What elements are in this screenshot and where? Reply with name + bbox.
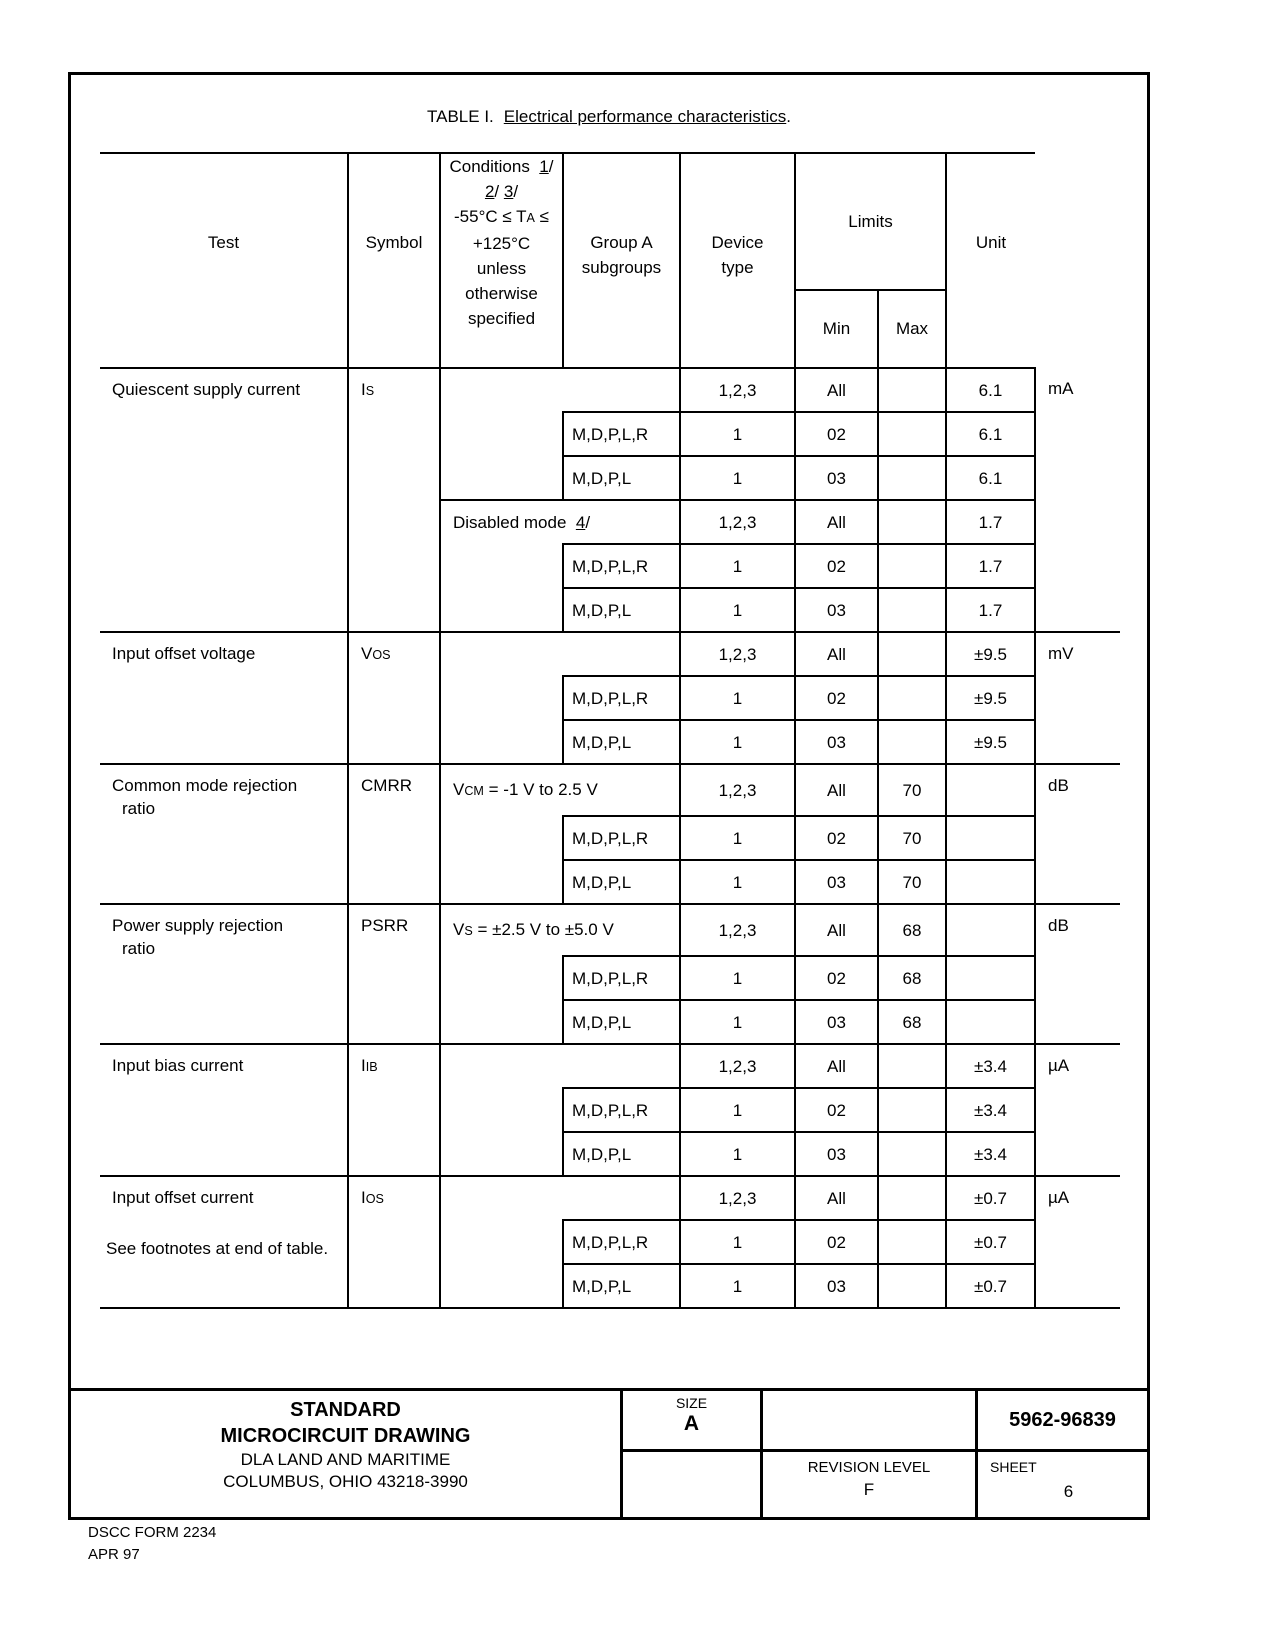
max-cell: ±3.4 <box>946 1044 1035 1088</box>
subgroup-cell: 1,2,3 <box>680 904 795 956</box>
table-row <box>100 632 1120 676</box>
device-type-cell: 03 <box>795 720 878 764</box>
subgroup-cell: 1,2,3 <box>680 1044 795 1088</box>
column-header-symbol: Symbol <box>348 153 440 368</box>
condition-cell <box>440 956 563 1000</box>
title-block <box>71 1388 1147 1517</box>
device-header-line: type <box>721 257 754 277</box>
unit-cell: µA <box>1035 1176 1120 1308</box>
condition-subcell: M,D,P,L <box>563 720 680 764</box>
column-header-unit: Unit <box>946 153 1035 368</box>
min-cell <box>878 632 946 676</box>
test-name-cell <box>100 904 348 1044</box>
min-cell <box>878 368 946 412</box>
conditions-header-line: -55°C ≤ TA ≤ +125°C <box>454 207 549 253</box>
max-cell: 6.1 <box>946 368 1035 412</box>
max-cell: 1.7 <box>946 588 1035 632</box>
form-date: APR 97 <box>88 1546 140 1563</box>
condition-subcell <box>563 632 680 676</box>
subgroup-cell: 1,2,3 <box>680 368 795 412</box>
condition-cell <box>440 720 563 764</box>
sheet-box <box>978 1452 1147 1517</box>
condition-cell: VS = ±2.5 V to ±5.0 V <box>453 920 614 939</box>
condition-subcell: M,D,P,L,R <box>563 816 680 860</box>
form-number: DSCC FORM 2234 <box>88 1524 217 1541</box>
condition-cell <box>440 1264 563 1308</box>
test-name-cell <box>100 632 348 764</box>
condition-cell <box>440 368 563 412</box>
condition-cell <box>440 1088 563 1132</box>
condition-cell <box>440 1132 563 1176</box>
organization-name: DLA LAND AND MARITIME <box>240 1450 451 1469</box>
subgroup-cell: 1 <box>680 816 795 860</box>
condition-subcell <box>563 1176 680 1220</box>
condition-cell <box>440 544 563 588</box>
min-cell: 70 <box>878 764 946 816</box>
test-name-line: Common mode rejection <box>112 776 298 795</box>
condition-subcell: M,D,P,L <box>563 1132 680 1176</box>
condition-subcell: M,D,P,L <box>563 860 680 904</box>
condition-subcell <box>563 368 680 412</box>
device-type-cell: 02 <box>795 816 878 860</box>
device-type-cell: All <box>795 764 878 816</box>
drawing-number: 5962-96839 <box>978 1391 1147 1452</box>
device-header-line: Device <box>711 232 764 252</box>
symbol-cell: PSRR <box>348 904 440 1044</box>
column-header-subgroups <box>563 153 680 368</box>
max-cell: ±0.7 <box>946 1264 1035 1308</box>
max-cell: ±9.5 <box>946 676 1035 720</box>
max-cell: ±3.4 <box>946 1088 1035 1132</box>
min-cell: 68 <box>878 956 946 1000</box>
condition-cell <box>440 1220 563 1264</box>
max-cell: ±3.4 <box>946 1132 1035 1176</box>
condition-subcell: M,D,P,L,R <box>563 544 680 588</box>
header-row-1 <box>100 153 1120 290</box>
condition-cell <box>440 456 563 500</box>
max-cell: 6.1 <box>946 412 1035 456</box>
electrical-characteristics-table <box>100 152 1120 1309</box>
condition-subcell: M,D,P,L,R <box>563 676 680 720</box>
size-value: A <box>683 1412 700 1435</box>
size-box <box>623 1391 760 1452</box>
table-row <box>100 1044 1120 1088</box>
device-type-cell: 02 <box>795 1088 878 1132</box>
test-name-line: Input bias current <box>112 1056 244 1075</box>
device-type-cell: All <box>795 368 878 412</box>
subgroup-cell: 1 <box>680 1088 795 1132</box>
max-cell: ±0.7 <box>946 1176 1035 1220</box>
form-identifier <box>88 1522 216 1566</box>
test-name-cell <box>100 1044 348 1176</box>
column-header-conditions <box>440 153 563 368</box>
test-name-line: ratio <box>122 799 156 818</box>
subgroup-cell: 1 <box>680 1000 795 1044</box>
device-type-cell: 03 <box>795 456 878 500</box>
condition-subcell: M,D,P,L <box>563 1000 680 1044</box>
subgroup-cell: 1 <box>680 676 795 720</box>
footnote-text: See footnotes at end of table. <box>106 1239 329 1258</box>
symbol-cell: IIB <box>348 1044 440 1176</box>
subgroup-cell: 1 <box>680 860 795 904</box>
subgroup-cell: 1,2,3 <box>680 500 795 544</box>
condition-cell: VCM = -1 V to 2.5 V <box>453 780 598 799</box>
device-type-cell: 02 <box>795 676 878 720</box>
min-cell <box>878 412 946 456</box>
test-name-cell <box>100 368 348 632</box>
max-cell: 1.7 <box>946 500 1035 544</box>
drawing-number-section <box>975 1391 1147 1517</box>
min-cell <box>878 500 946 544</box>
device-type-cell: 03 <box>795 860 878 904</box>
unit-cell: mV <box>1035 632 1120 764</box>
subgroup-cell: 1 <box>680 720 795 764</box>
sheet-number: 6 <box>1063 1482 1074 1501</box>
subgroup-cell: 1 <box>680 1264 795 1308</box>
test-name-cell <box>100 764 348 904</box>
device-type-cell: 03 <box>795 1132 878 1176</box>
condition-subcell: M,D,P,L <box>563 456 680 500</box>
min-cell <box>878 456 946 500</box>
condition-cell <box>440 412 563 456</box>
min-cell <box>878 544 946 588</box>
column-header-test: Test <box>100 153 348 368</box>
device-type-cell: 02 <box>795 1220 878 1264</box>
conditions-header-line: unless otherwise specified <box>465 259 538 328</box>
max-cell <box>946 1000 1035 1044</box>
unit-cell: dB <box>1035 764 1120 904</box>
subgroup-cell: 1,2,3 <box>680 764 795 816</box>
condition-cell <box>440 588 563 632</box>
subgroup-cell: 1 <box>680 456 795 500</box>
table-title-text: Electrical performance characteristics <box>503 107 787 126</box>
subgroup-cell: 1 <box>680 588 795 632</box>
revision-section <box>760 1391 975 1517</box>
min-cell: 70 <box>878 816 946 860</box>
min-cell: 68 <box>878 904 946 956</box>
symbol-cell: IS <box>348 368 440 632</box>
test-name-line: Quiescent supply current <box>112 380 301 399</box>
table-header <box>100 153 1120 368</box>
table-row <box>100 764 1120 816</box>
table-body <box>100 368 1120 1308</box>
table-row <box>100 1176 1120 1220</box>
min-cell: 70 <box>878 860 946 904</box>
table-row <box>100 904 1120 956</box>
test-name-line: Input offset voltage <box>112 644 256 663</box>
table-row <box>100 368 1120 412</box>
device-type-cell: 03 <box>795 1264 878 1308</box>
drawing-type-line: STANDARD <box>290 1399 401 1421</box>
min-cell <box>878 720 946 764</box>
unit-cell: mA <box>1035 368 1120 632</box>
max-cell <box>946 764 1035 816</box>
revision-box <box>763 1452 975 1517</box>
device-type-cell: All <box>795 632 878 676</box>
condition-cell <box>440 816 563 860</box>
device-type-cell: All <box>795 1176 878 1220</box>
revision-box-empty <box>763 1391 975 1452</box>
device-type-cell: 02 <box>795 956 878 1000</box>
subgroup-cell: 1 <box>680 544 795 588</box>
min-cell: 68 <box>878 1000 946 1044</box>
condition-subcell: M,D,P,L,R <box>563 956 680 1000</box>
condition-cell: Disabled mode 4/ <box>453 513 591 532</box>
column-header-device-type <box>680 153 795 368</box>
sheet-label: SHEET <box>990 1459 1037 1475</box>
min-cell <box>878 1264 946 1308</box>
max-cell: 6.1 <box>946 456 1035 500</box>
max-cell: ±9.5 <box>946 720 1035 764</box>
device-type-cell: All <box>795 500 878 544</box>
condition-cell <box>440 676 563 720</box>
test-name-line: ratio <box>122 939 156 958</box>
symbol-cell: IOS <box>348 1176 440 1308</box>
min-cell <box>878 676 946 720</box>
condition-cell <box>440 632 563 676</box>
drawing-type-line: MICROCIRCUIT DRAWING <box>220 1425 471 1447</box>
column-header-limits: Limits <box>795 153 946 290</box>
revision-value: F <box>863 1480 875 1499</box>
condition-subcell: M,D,P,L,R <box>563 412 680 456</box>
test-name-line: Input offset current <box>112 1188 254 1207</box>
condition-cell <box>440 1000 563 1044</box>
max-cell <box>946 904 1035 956</box>
title-block-org-section <box>71 1391 620 1517</box>
device-type-cell: 03 <box>795 1000 878 1044</box>
device-type-cell: All <box>795 904 878 956</box>
size-section <box>620 1391 760 1517</box>
subgroups-header-line: Group A <box>590 232 653 252</box>
size-label: SIZE <box>675 1395 708 1411</box>
device-type-cell: All <box>795 1044 878 1088</box>
unit-cell: dB <box>1035 904 1120 1044</box>
max-cell <box>946 860 1035 904</box>
max-cell <box>946 956 1035 1000</box>
subgroup-cell: 1,2,3 <box>680 1176 795 1220</box>
max-cell <box>946 816 1035 860</box>
test-name-line: Power supply rejection <box>112 916 284 935</box>
min-cell <box>878 588 946 632</box>
device-type-cell: 02 <box>795 544 878 588</box>
subgroup-cell: 1 <box>680 412 795 456</box>
condition-subcell: M,D,P,L <box>563 588 680 632</box>
condition-cell <box>440 1044 563 1088</box>
max-cell: 1.7 <box>946 544 1035 588</box>
condition-subcell: M,D,P,L <box>563 1264 680 1308</box>
min-cell <box>878 1176 946 1220</box>
revision-label: REVISION LEVEL <box>807 1459 931 1476</box>
subgroup-cell: 1 <box>680 1132 795 1176</box>
symbol-cell: VOS <box>348 632 440 764</box>
max-cell: ±9.5 <box>946 632 1035 676</box>
subgroup-cell: 1,2,3 <box>680 632 795 676</box>
condition-subcell <box>563 1044 680 1088</box>
condition-subcell: M,D,P,L,R <box>563 1220 680 1264</box>
column-header-max: Max <box>878 290 946 369</box>
min-cell <box>878 1088 946 1132</box>
min-cell <box>878 1132 946 1176</box>
unit-cell: µA <box>1035 1044 1120 1176</box>
table-title-suffix: . <box>786 107 791 126</box>
device-type-cell: 03 <box>795 588 878 632</box>
condition-subcell: M,D,P,L,R <box>563 1088 680 1132</box>
conditions-header-line: Conditions 1/ 2/ 3/ <box>449 157 554 201</box>
symbol-cell: CMRR <box>348 764 440 904</box>
condition-cell <box>440 860 563 904</box>
column-header-min: Min <box>795 290 878 369</box>
subgroup-cell: 1 <box>680 1220 795 1264</box>
table-title-prefix: TABLE I. <box>427 107 494 126</box>
organization-address: COLUMBUS, OHIO 43218-3990 <box>223 1472 468 1491</box>
min-cell <box>878 1220 946 1264</box>
min-cell <box>878 1044 946 1088</box>
subgroups-header-line: subgroups <box>581 257 662 277</box>
subgroup-cell: 1 <box>680 956 795 1000</box>
device-type-cell: 02 <box>795 412 878 456</box>
max-cell: ±0.7 <box>946 1220 1035 1264</box>
condition-cell <box>440 1176 563 1220</box>
table-title <box>68 107 1150 127</box>
